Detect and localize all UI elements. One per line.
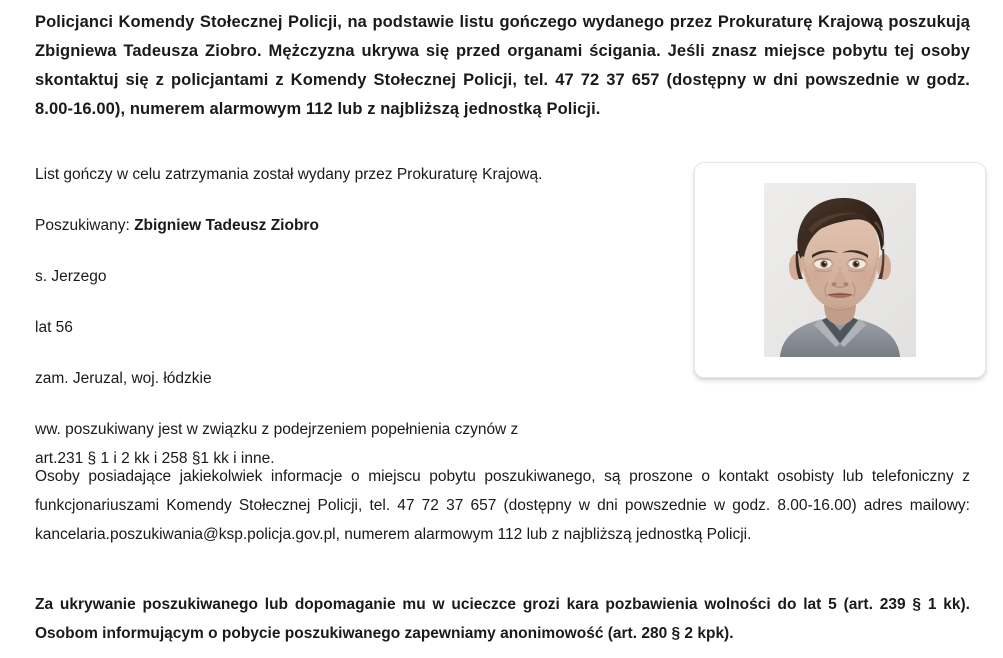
residence-line xyxy=(35,364,675,393)
warning-paragraph-text: Za ukrywanie poszukiwanego lub dopomaganie mu w ucieczce grozi kara pozbawienia wolności do lat 5 (art. 239 § 1 kk). Osobom informującym o pobycie poszukiwanego zapewniamy anonimowość (art. 280 § 2 kpk). xyxy=(35,596,970,642)
details-column xyxy=(35,160,675,493)
warrant-line xyxy=(35,160,675,189)
wanted-person-line xyxy=(35,211,675,240)
father-name-line xyxy=(35,262,675,291)
wanted-name: Zbigniew Tadeusz Ziobro xyxy=(134,217,319,234)
father-name-text: s. Jerzego xyxy=(35,268,107,285)
charges-line-1: ww. poszukiwany jest w związku z podejrzeniem popełnienia czynów z xyxy=(35,421,519,438)
residence-text: zam. Jeruzal, woj. łódzkie xyxy=(35,370,212,387)
headline-text: Policjanci Komendy Stołecznej Policji, na podstawie listu gończego wydanego przez Prokuraturę Krajową poszukują Zbigniewa Tadeusza Ziobro. Mężczyzna ukrywa się przed organami ścigania. Jeśli znasz miejsce pobytu tej osoby skontaktuj się z policjantami z Komendy Stołecznej Policji, tel. 47 72 37 657 (dostępny w dni powszednie w godz. 8.00-16.00), numerem alarmowym 112 lub z najbliższą jednostką Policji. xyxy=(35,13,970,118)
age-text: lat 56 xyxy=(35,319,73,336)
warrant-line-text: List gończy w celu zatrzymania został wydany przez Prokuraturę Krajową. xyxy=(35,166,543,183)
warning-paragraph xyxy=(35,590,970,648)
portrait-illustration xyxy=(764,183,916,357)
headline-paragraph xyxy=(35,8,970,124)
wanted-label: Poszukiwany: xyxy=(35,217,130,234)
contact-paragraph xyxy=(35,462,970,549)
charges-line-2: art.231 § 1 i 2 kk i 258 §1 kk i inne. xyxy=(35,450,275,467)
contact-paragraph-text: Osoby posiadające jakiekolwiek informacje o miejscu pobytu poszukiwanego, są proszone o kontakt osobisty lub telefoniczny z funkcjonariuszami Komendy Stołecznej Policji, tel. 47 72 37 657 (dostępny w dni powszednie w godz. 8.00-16.00) adres mailowy: kancelaria.poszukiwania@ksp.policja.gov.pl, numerem alarmowym 112 lub z najbliższą jednostką Policji. xyxy=(35,468,970,543)
wanted-person-photo xyxy=(764,183,916,357)
age-line xyxy=(35,313,675,342)
photo-card xyxy=(694,162,986,378)
